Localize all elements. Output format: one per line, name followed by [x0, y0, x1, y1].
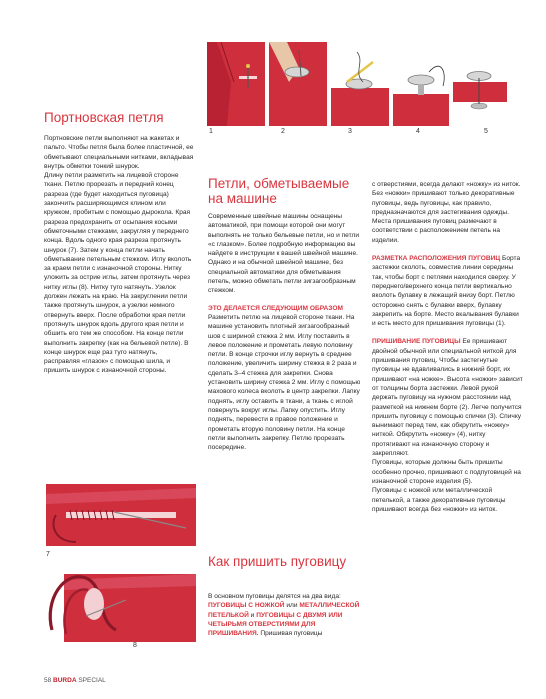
col2-p3-b: ПУГОВИЦЫ С НОЖКОЙ — [208, 602, 285, 610]
col2-p3-d: МЕТАЛЛИЧЕСКОЙ ПЕТЕЛЬКОЙ — [208, 602, 360, 619]
heading-machine-buttonholes: Петли, обметываемые на машине — [208, 176, 350, 206]
col3-text — [372, 180, 524, 514]
button-sewing-steps-illustration — [207, 42, 507, 126]
label-sewing-button: ПРИШИВАНИЕ ПУГОВИЦЫ — [372, 338, 461, 346]
col3-paragraph-1: с отверстиями, всегда делают «ножку» из ниток. Без «ножки» пришивают только декоративные пуговицы, ведь пуговицы, как правило, предназначаются для застегивания одежды. Места пришивания пуговиц размечают в соответствии с расположением петель на изделии. — [372, 181, 521, 244]
figure-label-7: 7 — [46, 551, 50, 558]
col1-paragraph-2: Длину петли разметить на лицевой стороне ткани. Петлю прорезать и передний конец разреза (где будет находиться пуговица) закончить расширяющимся клином или кружком, пробитым с помощью дырокола. Края разреза предохранить от осыпания косыми обметочными стежками, закругляя у переднего конца. Вдоль одного края разреза протянуть шнурок (7). Затем у конца петли начать обметывание петельным стежком. Иглу вколоть за краем петли с изнаночной стороны. Нитку уложить за острие иглы, затем протянуть через нитку иглы (8). Нитку туго натянуть. Узелок должен лежать на краю. На закруглении петли также протянуть шнурок, а узелки немного отвернуть вверх. После обработки края петли протянуть шнурок вдоль другого края петли и обшить его тем же способом. На конце петли выполнить закрепку (как на бельевой петле). В конце шнурок еще раз туго натянуть, расправляя «глазок» с помощью шила, и пришить шнурок с изнаночной стороны. — [44, 172, 192, 375]
col3-paragraph-4: Пуговицы, которые должны быть пришиты особенно прочно, пришивают с подпуговицей на изнаночной стороне изделия (5). — [372, 459, 521, 485]
figure-8-illustration — [46, 560, 196, 642]
buttonhole-stitch-illustration — [46, 560, 196, 642]
brand-name: BURDA — [53, 677, 77, 684]
figure-label-4: 4 — [416, 128, 420, 135]
col2-p3-f: ПУГОВИЦЫ С ДВУМЯ ИЛИ ЧЕТЫРЬМЯ ОТВЕРСТИЯМИ ДЛЯ ПРИШИВАНИЯ. — [208, 611, 343, 638]
col2-p3-g: Пришивая пуговицы — [258, 630, 323, 638]
col2-paragraph-2 — [208, 304, 362, 453]
col2-paragraph-3 — [208, 592, 362, 638]
figure-label-5: 5 — [484, 128, 488, 135]
col3-paragraph-3-text: Ее пришивают двойной обычной или специальной ниткой для пришивания пуговиц. Чтобы застегнутые пуговицы не вдавливались в нижний борт, их пришивают «на ножке». Высота «ножки» зависит от толщины борта застежки. Левой рукой держать пуговицу на нужном расстоянии над разметкой на нижнем борте (2). Легче получится пришить пуговицу с помощью спички (3). Спичку вынимают перед тем, как обкрутить «ножку» ниткой. Обкрутить «ножку» (4), нитку протягивают на изнаночную сторону и закрепляют. — [372, 338, 523, 458]
heading-sew-button: Как пришить пуговицу — [208, 554, 347, 569]
col2-p3-e: и — [248, 611, 257, 619]
figure-label-8: 8 — [133, 642, 137, 649]
col3-paragraph-5: Пуговицы с ножкой или металлической петелькой, а также декоративные пуговицы пришивают всегда без «ножки» из ниток. — [372, 487, 506, 513]
col2-paragraph-1: Современные швейные машины оснащены автоматикой, при помощи которой они могут выполнять не только бельевые петли, но и петли «с глазком». Более подробную информацию вы найдете в инструкции к вашей швейной машине. Однако и на обычной швейной машине, без специальной автоматики для обметывания петель, можно обметать петли зигзагообразным стежком. — [208, 213, 360, 295]
col2-text-1 — [208, 212, 362, 452]
label-marking-buttons: РАЗМЕТКА РАСПОЛОЖЕНИЯ ПУГОВИЦ — [372, 255, 501, 263]
label-how-to-do: ЭТО ДЕЛАЕТСЯ СЛЕДУЮЩИМ ОБРАЗОМ — [208, 304, 343, 312]
col1-text — [44, 134, 194, 376]
figure-label-1: 1 — [209, 128, 213, 135]
page-footer — [44, 677, 106, 684]
col3-paragraph-2-text: Борта застежки сколоть, совместив линии середины так, чтобы борт с петлями находился сверху. У переднего/верхнего конца петли вертикально вколоть булавку в лежащий внизу борт. Петлю осторожно снять с булавки вверх, булавку закрепить на борте. Место вкалывания булавки и есть место для пришивания пуговицы (1). — [372, 255, 521, 328]
col3-paragraph-3 — [372, 337, 524, 458]
top-illustration-strip — [207, 42, 507, 126]
heading-tailored-buttonhole: Портновская петля — [44, 110, 164, 125]
brand-special: SPECIAL — [78, 677, 106, 684]
col2-paragraph-2-text: Разметить петлю на лицевой стороне ткани. На машине установить плотный зигзагообразный шов с шириной стежка 2 мм. Иглу поставить в левое положение и прометать левую половину петли. В конце строчки иглу вернуть в среднее положение, увеличить ширину стежка в 2 раза и сделать 3–4 стежка для закрепки. Снова установить ширину стежка 2 мм. Иглу с помощью махового колеса вколоть в центр закрепки. Лапку поднять, иглу оставить в ткани, а ткань с иглой повернуть вокруг иглы. Лапку опустить. Иглу поднять, перевести в правое положение и прометать вторую половину петли. На конце петли выполнить закрепку. Петлю прорезать посередине. — [208, 313, 361, 452]
col3-paragraph-2 — [372, 254, 524, 328]
figure-label-3: 3 — [348, 128, 352, 135]
figure-label-2: 2 — [281, 128, 285, 135]
cord-buttonhole-illustration — [46, 484, 196, 546]
col2-p3-c: или — [284, 602, 300, 610]
col2-text-2 — [208, 592, 362, 638]
col1-paragraph-1: Портновские петли выполняют на жакетах и пальто. Чтобы петля была более пластичной, ее обметывают специальными нитками, вкладывая внутрь обметки тонкий шнурок. — [44, 135, 194, 170]
figure-7-illustration — [46, 484, 196, 546]
page-number: 58 — [44, 677, 52, 684]
col2-p3-a: В основном пуговицы делятся на два вида: — [208, 593, 341, 600]
